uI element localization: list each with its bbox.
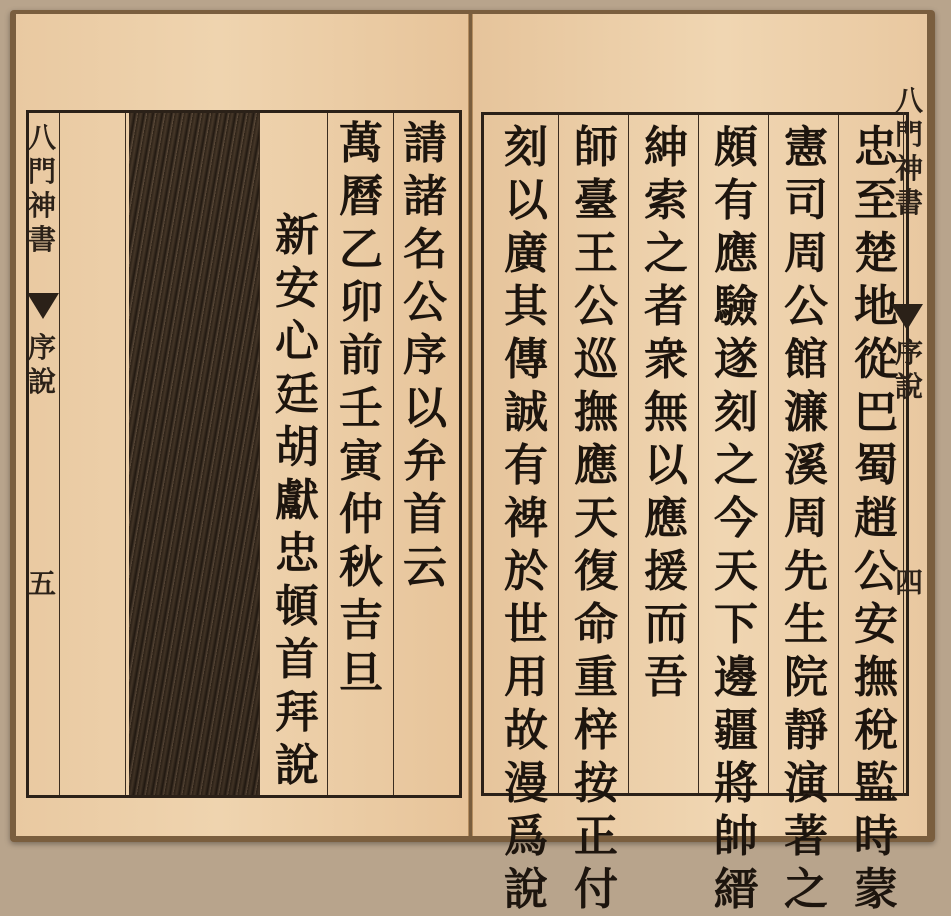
text-column-1: 忠 至 楚 地 從 巴 蜀 趙 公 安 撫 稅 監 時 蒙: [854, 122, 898, 915]
column-rule: [393, 113, 394, 795]
column-rule: [259, 113, 260, 795]
text-column-6: 刻 以 廣 其 傳 誠 有 裨 於 世 用 故 漫 爲 說: [504, 122, 548, 915]
text-column-3: 頗 有 應 驗 遂 刻 之 今 天 下 邊 疆 將 帥 縉: [714, 122, 758, 915]
right-margin-section-text: 序 說: [894, 336, 923, 403]
column-rule: [125, 113, 126, 795]
left-margin-section: [25, 331, 59, 399]
damaged-dark-panel: [129, 113, 259, 795]
right-page: [472, 14, 927, 915]
left-page-frame: [26, 110, 462, 798]
left-page: [16, 14, 469, 836]
left-page-number: 五: [27, 567, 56, 600]
left-margin-title-text: 八 門 神 書: [27, 121, 56, 256]
right-page-number: 四: [894, 566, 923, 599]
text-column-1: 請 諸 名 公 序 以 弁 首 云: [403, 118, 447, 593]
column-rule: [698, 115, 699, 793]
right-page-frame: [481, 112, 909, 915]
left-margin-page-number: [25, 567, 59, 601]
text-column-2: 憲 司 周 公 館 濂 溪 周 先 生 院 靜 演 著 之: [784, 122, 828, 915]
text-column-5: 師 臺 王 公 巡 撫 應 天 復 命 重 梓 按 正 付: [574, 122, 618, 915]
column-rule: [327, 113, 328, 795]
column-rule: [628, 115, 629, 793]
column-rule: [558, 115, 559, 793]
fishtail-mark: [891, 304, 923, 330]
right-margin-page-number: [891, 566, 927, 600]
left-margin-section-text: 序 說: [27, 331, 56, 398]
column-rule: [838, 115, 839, 793]
column-rule: [768, 115, 769, 793]
text-column-3: 新 安 心 廷 胡 獻 忠 頓 首 拜 說: [275, 210, 319, 791]
left-margin-title: [25, 121, 59, 257]
right-margin-title-text: 八 門 神 書: [894, 84, 923, 219]
fishtail-mark: [27, 293, 59, 319]
text-column-2: 萬 曆 乙 卯 前 壬 寅 仲 秋 吉 旦: [339, 118, 383, 699]
right-margin-section: [891, 336, 927, 404]
book: [10, 10, 935, 915]
text-column-4: 紳 索 之 者 衆 無 以 應 援 而 吾: [644, 122, 688, 703]
right-margin-title: [891, 84, 927, 220]
